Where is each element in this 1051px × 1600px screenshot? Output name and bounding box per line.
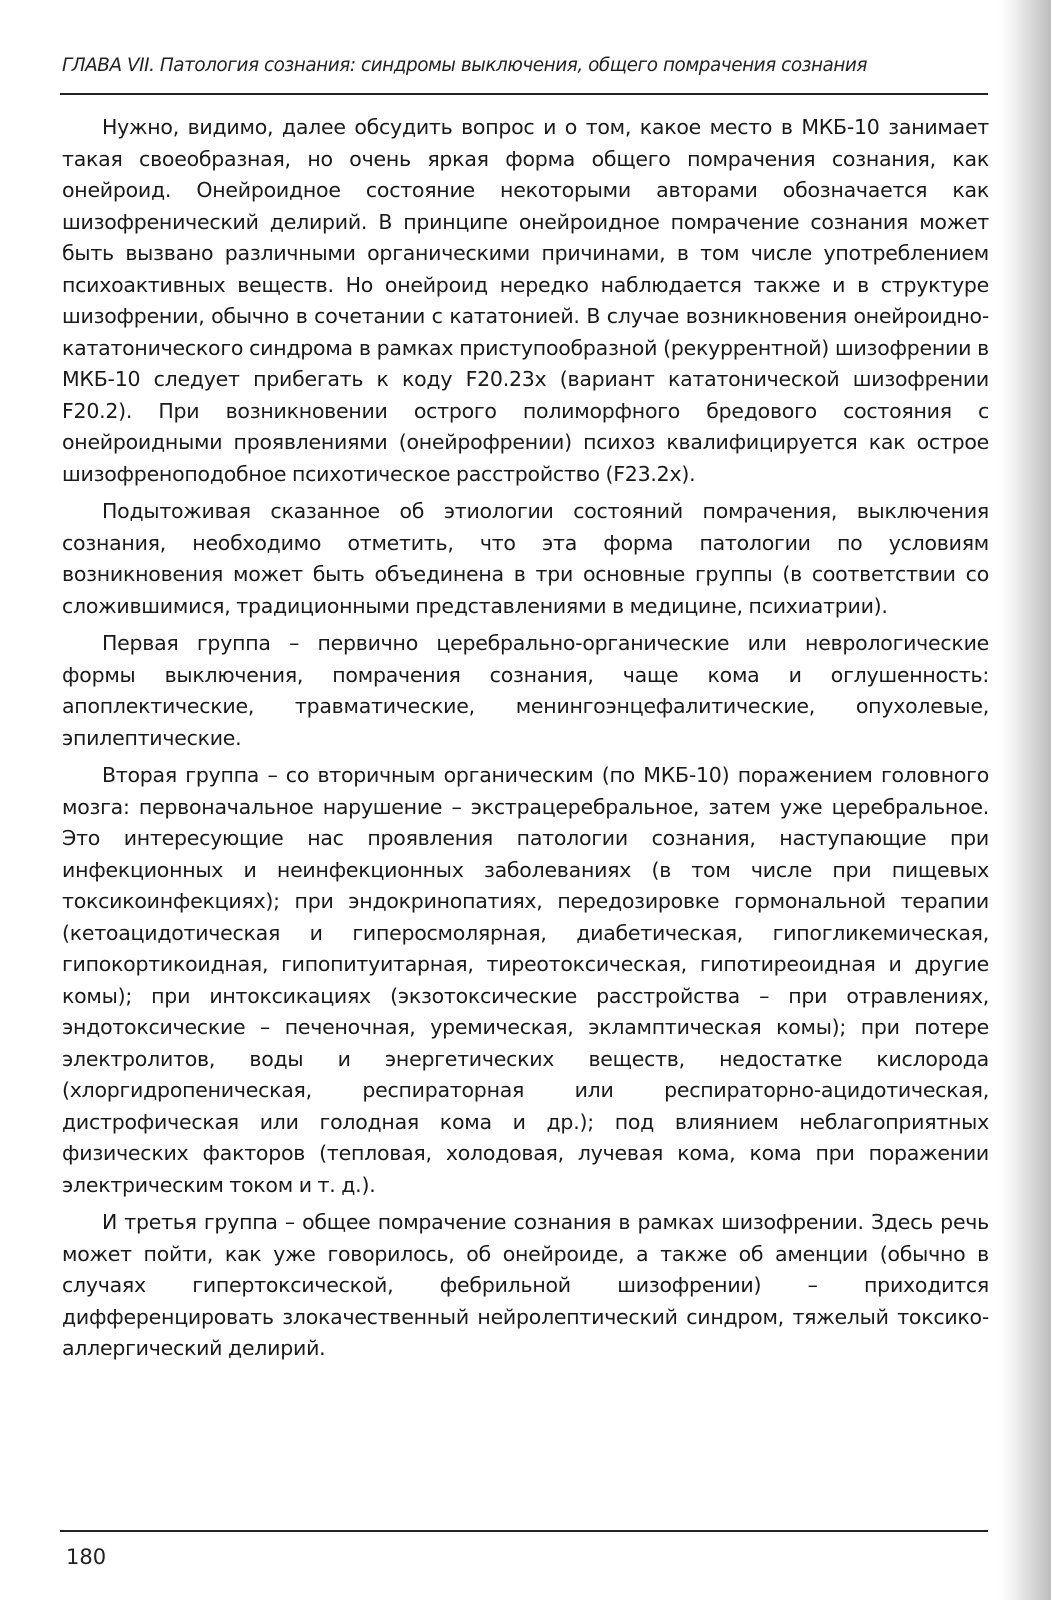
footer-rule (60, 1530, 988, 1532)
header-rule (60, 93, 988, 95)
page-edge-shadow (999, 0, 1051, 1600)
page-number: 180 (66, 1545, 107, 1569)
paragraph-group-two: Вторая группа – со вторичным органическим (по МКБ-10) поражением головного мозга: первоначальное нарушение – экстрацеребральное, затем уже церебральное. Это интересующие нас проявления патологии сознания, наступающие при инфекционных и неинфекционных заболеваниях (в том числе при пищевых токсикоинфекциях); при эндокринопатиях, передозировке гормональной терапии (кетоацидотическая и гиперосмолярная, диабетическая, гипогликемическая, гипокортикоидная, гипопитуитарная, тиреотоксическая, гипотиреоидная и другие комы); при интоксикациях (экзотоксические расстройства – при отравлениях, эндотоксические – печеночная, уремическая, экламптическая комы); при потере электролитов, воды и энергетических веществ, недостатке кислорода (хлоргидропеническая, респираторная или респираторно-ацидотическая, дистрофическая или голодная кома и др.); под влиянием неблагоприятных физических факторов (тепловая, холодовая, лучевая кома, кома при поражении электрическим током и т. д.). (62, 763, 989, 1197)
paragraph-group-one: Первая группа – первично церебрально-органические или неврологические формы выключения, помрачения сознания, чаще кома и оглушенность: апоплектические, травматические, менингоэнцефалитические, опухолевые, эпилептические. (62, 631, 989, 750)
paragraph-oneiroid: Нужно, видимо, далее обсудить вопрос и о том, какое место в МКБ-10 занимает такая своеобразная, но очень яркая форма общего помрачения сознания, как онейроид. Онейроидное состояние некоторыми авторами обозначается как шизофренический делирий. В принципе онейроидное помрачение сознания может быть вызвано различными органическими причинами, в том числе употреблением психоактивных веществ. Но онейроид нередко наблюдается также и в структуре шизофрении, обычно в сочетании с кататонией. В случае возникновения онейроидно-кататонического синдрома в рамках приступообразной (рекуррентной) шизофрении в МКБ-10 следует прибегать к коду F20.23x (вариант кататонической шизофрении F20.2). При возникновении острого полиморфного бредового состояния с онейроидными проявлениями (онейрофрении) психоз квалифицируется как острое шизофреноподобное психотическое расстройство (F23.2x). (62, 115, 989, 486)
body-text (62, 112, 989, 1371)
paragraph-summary: Подытоживая сказанное об этиологии состояний помрачения, выключения сознания, необходимо отметить, что эта форма патологии по условиям возникновения может быть объединена в три основные группы (в соответствии со сложившимися, традиционными представлениями в медицине, психиатрии). (62, 499, 989, 618)
running-header: ГЛАВА VII. Патология сознания: синдромы выключения, общего помрачения сознания (62, 55, 868, 76)
paragraph-group-three: И третья группа – общее помрачение сознания в рамках шизофрении. Здесь речь может пойти, как уже говорилось, об онейроиде, а также об аменции (обычно в случаях гипертоксической, фебрильной шизофрении) – приходится дифференцировать злокачественный нейролептический синдром, тяжелый токсико-аллергический делирий. (62, 1210, 989, 1360)
